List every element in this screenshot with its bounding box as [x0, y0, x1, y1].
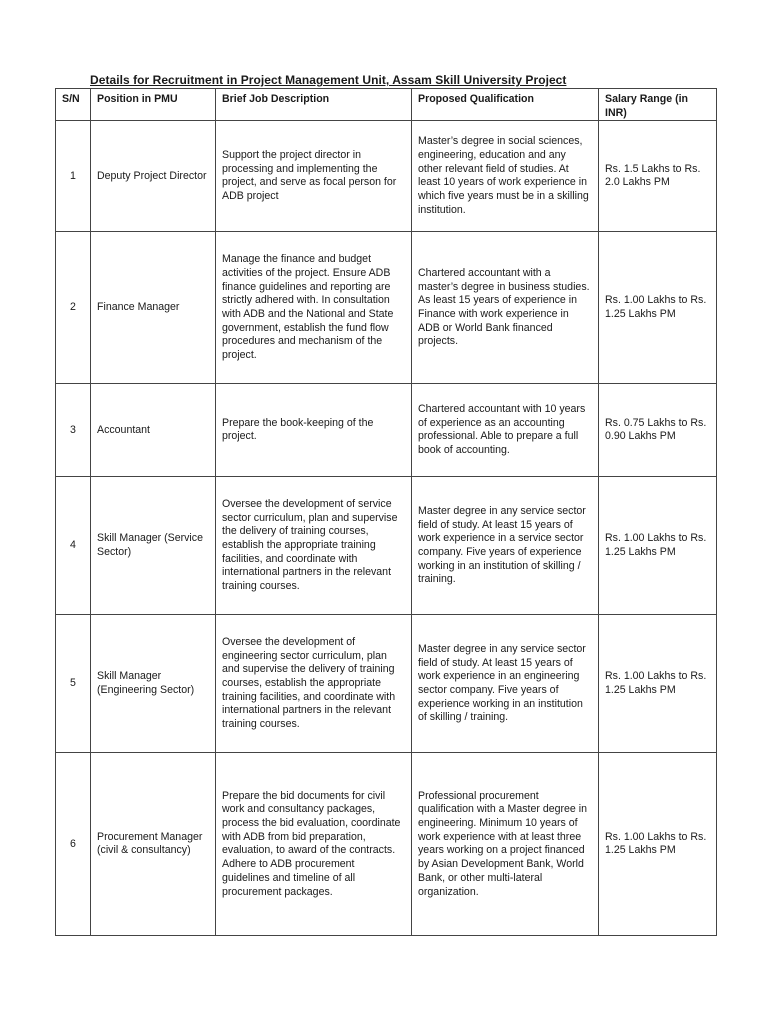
table-row: [56, 477, 717, 615]
cell-qualification: Master’s degree in social sciences, engineering, education and any other relevant field of studies. At least 10 years of work experience in which five years must be in a skilling institution.: [412, 121, 599, 232]
cell-salary: Rs. 0.75 Lakhs to Rs. 0.90 Lakhs PM: [599, 384, 717, 477]
header-qualification: Proposed Qualification: [412, 89, 599, 121]
header-sn: S/N: [56, 89, 91, 121]
cell-salary: Rs. 1.00 Lakhs to Rs. 1.25 Lakhs PM: [599, 753, 717, 936]
cell-job-description: Manage the finance and budget activities of the project. Ensure ADB finance guidelines and reporting are strictly adhered with. In consultation with ADB and the National and State government, establish the fund flow procedures and mechanism of the project.: [216, 232, 412, 384]
cell-salary: Rs. 1.00 Lakhs to Rs. 1.25 Lakhs PM: [599, 615, 717, 753]
cell-qualification: Chartered accountant with a master’s degree in business studies. As least 15 years of experience in Finance with work experience in ADB or World Bank financed projects.: [412, 232, 599, 384]
header-job-description: Brief Job Description: [216, 89, 412, 121]
cell-sn: 5: [56, 615, 91, 753]
cell-qualification: Professional procurement qualification with a Master degree in engineering. Minimum 10 years of work experience with at least three years working on a project financed by Asian Development Bank, World Bank, or other multi-lateral organization.: [412, 753, 599, 936]
cell-sn: 3: [56, 384, 91, 477]
document-title: Details for Recruitment in Project Management Unit, Assam Skill University Project: [90, 73, 567, 87]
table-row: [56, 753, 717, 936]
cell-position: Procurement Manager (civil & consultancy): [91, 753, 216, 936]
cell-job-description: Prepare the bid documents for civil work and consultancy packages, process the bid evaluation, coordinate with ADB from bid preparation, evaluation, to award of the contracts. Adhere to ADB procurement guidelines and timeline of all procurement packages.: [216, 753, 412, 936]
table-header-row: [56, 89, 717, 121]
cell-position: Skill Manager (Service Sector): [91, 477, 216, 615]
cell-sn: 4: [56, 477, 91, 615]
cell-position: Finance Manager: [91, 232, 216, 384]
recruitment-table: [55, 88, 717, 936]
cell-position: Skill Manager (Engineering Sector): [91, 615, 216, 753]
table-row: [56, 384, 717, 477]
cell-job-description: Oversee the development of service sector curriculum, plan and supervise the delivery of training courses, establish the appropriate training facilities, and coordinate with international partners in the relevant training courses.: [216, 477, 412, 615]
cell-salary: Rs. 1.5 Lakhs to Rs. 2.0 Lakhs PM: [599, 121, 717, 232]
cell-salary: Rs. 1.00 Lakhs to Rs. 1.25 Lakhs PM: [599, 477, 717, 615]
cell-sn: 1: [56, 121, 91, 232]
table-row: [56, 121, 717, 232]
cell-sn: 2: [56, 232, 91, 384]
table-row: [56, 615, 717, 753]
cell-qualification: Master degree in any service sector field of study. At least 15 years of work experience in an engineering sector company. Five years of experience working in an institution of skilling / training.: [412, 615, 599, 753]
cell-job-description: Oversee the development of engineering sector curriculum, plan and supervise the delivery of training courses, establish the appropriate training facilities, and coordinate with international partners in the relevant training courses.: [216, 615, 412, 753]
cell-qualification: Chartered accountant with 10 years of experience as an accounting professional. Able to prepare a full book of accounting.: [412, 384, 599, 477]
header-position: Position in PMU: [91, 89, 216, 121]
cell-position: Deputy Project Director: [91, 121, 216, 232]
table-row: [56, 232, 717, 384]
cell-qualification: Master degree in any service sector field of study. At least 15 years of work experience in a service sector company. Five years of experience working in an institution of skilling / training.: [412, 477, 599, 615]
cell-job-description: Support the project director in processing and implementing the project, and serve as focal person for ADB project: [216, 121, 412, 232]
cell-job-description: Prepare the book-keeping of the project.: [216, 384, 412, 477]
header-salary-range: Salary Range (in INR): [599, 89, 717, 121]
cell-sn: 6: [56, 753, 91, 936]
cell-salary: Rs. 1.00 Lakhs to Rs. 1.25 Lakhs PM: [599, 232, 717, 384]
cell-position: Accountant: [91, 384, 216, 477]
